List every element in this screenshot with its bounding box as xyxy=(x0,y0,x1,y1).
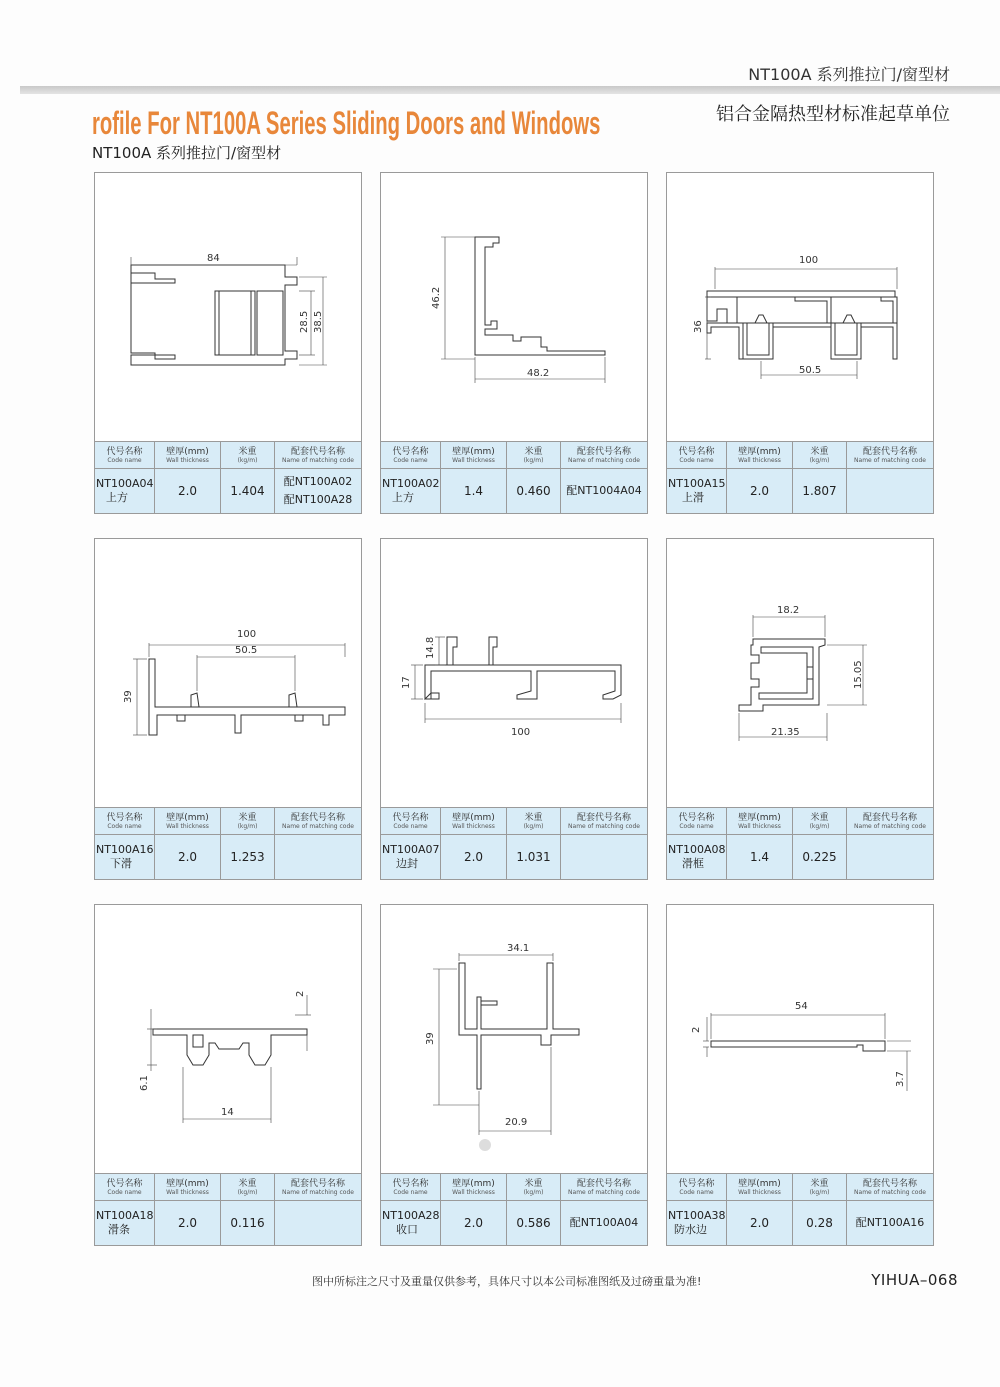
dim-label: 14.8 xyxy=(425,636,436,659)
dim-label: 21.35 xyxy=(771,727,800,738)
header-code-cn: 代号名称 xyxy=(678,1178,715,1189)
header-weight-en: (kg/m) xyxy=(523,822,544,830)
header-weight-en: (kg/m) xyxy=(523,456,544,464)
header-wall-en: Wall thickness xyxy=(166,822,209,830)
profile-code: NT100A15 xyxy=(668,477,726,490)
dim-label: 100 xyxy=(511,727,531,738)
profile-section-svg xyxy=(381,905,647,1175)
spec-table xyxy=(667,807,933,879)
profile-card xyxy=(94,172,362,514)
spec-table xyxy=(381,807,647,879)
spec-table-header xyxy=(95,808,361,835)
dim-label: 14 xyxy=(221,1107,234,1118)
header-code-en: Code name xyxy=(393,822,428,830)
page-number: YIHUA–068 xyxy=(871,1271,958,1289)
spec-table-header xyxy=(667,1174,933,1201)
weight-per-meter: 1.253 xyxy=(230,850,265,864)
header-weight-en: (kg/m) xyxy=(809,456,830,464)
profile-card xyxy=(666,538,934,880)
header-match-cn: 配套代号名称 xyxy=(576,812,631,823)
weight-per-meter: 1.031 xyxy=(516,850,551,864)
matching-code: 配NT100A28 xyxy=(283,493,353,506)
header-weight-en: (kg/m) xyxy=(237,822,258,830)
profile-section-svg xyxy=(667,905,933,1175)
wall-thickness: 1.4 xyxy=(463,484,484,498)
spec-table xyxy=(667,441,933,513)
profile-section-svg xyxy=(667,173,933,443)
dim-label: 2 xyxy=(691,1026,702,1033)
spec-table-header xyxy=(95,442,361,469)
header-code-cn: 代号名称 xyxy=(106,812,143,823)
dim-label: 84 xyxy=(207,253,220,264)
profile-drawing xyxy=(667,539,933,809)
header-match-cn: 配套代号名称 xyxy=(576,446,631,457)
header-weight-cn: 米重 xyxy=(238,1178,257,1189)
header-wall-en: Wall thickness xyxy=(738,822,781,830)
profile-drawing xyxy=(95,173,361,443)
profile-drawing xyxy=(95,539,361,809)
header-match-cn: 配套代号名称 xyxy=(576,1178,631,1189)
header-wall-en: Wall thickness xyxy=(166,1188,209,1196)
profile-card xyxy=(380,538,648,880)
weight-per-meter: 0.28 xyxy=(806,1216,833,1230)
weight-per-meter: 0.116 xyxy=(230,1216,265,1230)
profile-code: NT100A07 xyxy=(382,843,440,856)
dim-label: 100 xyxy=(799,255,819,266)
spec-table-header xyxy=(667,808,933,835)
spec-table-row xyxy=(667,469,933,513)
header-code-cn: 代号名称 xyxy=(106,446,143,457)
header-weight-en: (kg/m) xyxy=(237,456,258,464)
header-wall-cn: 壁厚(mm) xyxy=(738,1178,781,1189)
header-weight-cn: 米重 xyxy=(524,446,543,457)
spec-table-row xyxy=(381,1201,647,1245)
spec-table-row xyxy=(667,835,933,879)
wall-thickness: 2.0 xyxy=(177,1216,198,1230)
profile-name: 滑框 xyxy=(682,857,704,870)
header-weight-cn: 米重 xyxy=(810,446,829,457)
profile-code: NT100A02 xyxy=(382,477,440,490)
spec-table xyxy=(381,1173,647,1245)
header-match-en: Name of matching code xyxy=(282,822,354,830)
weight-per-meter: 0.225 xyxy=(802,850,837,864)
header-match-en: Name of matching code xyxy=(568,456,640,464)
profile-name: 边封 xyxy=(396,857,418,870)
header-wall-en: Wall thickness xyxy=(452,1188,495,1196)
profile-drawing xyxy=(667,905,933,1175)
header-match-en: Name of matching code xyxy=(568,1188,640,1196)
dim-label: 18.2 xyxy=(777,605,800,616)
profile-card xyxy=(94,904,362,1246)
dim-label: 17 xyxy=(401,676,412,689)
header-weight-cn: 米重 xyxy=(238,446,257,457)
profile-code: NT100A08 xyxy=(668,843,726,856)
dim-label: 50.5 xyxy=(799,365,822,376)
header-code-en: Code name xyxy=(679,1188,714,1196)
profile-name: 收口 xyxy=(396,1223,418,1236)
header-band xyxy=(20,86,1000,94)
dim-label: 3.7 xyxy=(895,1071,906,1087)
header-weight-en: (kg/m) xyxy=(809,1188,830,1196)
wall-thickness: 1.4 xyxy=(749,850,770,864)
header-weight-en: (kg/m) xyxy=(809,822,830,830)
profile-name: 上方 xyxy=(106,491,128,504)
matching-code: 配NT100A02 xyxy=(283,475,353,488)
header-code-en: Code name xyxy=(679,456,714,464)
profile-name: 下滑 xyxy=(110,857,132,870)
header-match-cn: 配套代号名称 xyxy=(862,812,917,823)
header-weight-cn: 米重 xyxy=(238,812,257,823)
page-subtitle: NT100A 系列推拉门/窗型材 xyxy=(92,144,282,162)
spec-table-row xyxy=(95,835,361,879)
dim-label: 15.05 xyxy=(853,660,864,689)
profile-card xyxy=(666,172,934,514)
dim-label: 20.9 xyxy=(505,1117,528,1128)
profile-card xyxy=(94,538,362,880)
profile-card xyxy=(666,904,934,1246)
spec-table-row xyxy=(381,835,647,879)
profile-section-svg xyxy=(381,173,647,443)
header-wall-cn: 壁厚(mm) xyxy=(738,446,781,457)
dim-label: 54 xyxy=(795,1001,808,1012)
header-wall-cn: 壁厚(mm) xyxy=(738,812,781,823)
dim-label: 46.2 xyxy=(431,286,442,309)
profile-code: NT100A28 xyxy=(382,1209,440,1222)
dim-label: 100 xyxy=(237,629,257,640)
header-match-cn: 配套代号名称 xyxy=(290,812,345,823)
header-code-cn: 代号名称 xyxy=(392,1178,429,1189)
page-title: rofile For NT100A Series Sliding Doors and Windows xyxy=(92,104,601,142)
profile-section-svg xyxy=(95,905,361,1175)
spec-table-header xyxy=(667,442,933,469)
dim-label: 2 xyxy=(295,990,306,997)
header-weight-cn: 米重 xyxy=(524,812,543,823)
spec-table xyxy=(95,807,361,879)
header-code-cn: 代号名称 xyxy=(678,812,715,823)
header-match-en: Name of matching code xyxy=(854,456,926,464)
profile-code: NT100A04 xyxy=(96,477,154,490)
header-match-cn: 配套代号名称 xyxy=(862,1178,917,1189)
profile-drawing xyxy=(381,173,647,443)
profile-drawing xyxy=(381,905,647,1175)
header-wall-cn: 壁厚(mm) xyxy=(166,446,209,457)
spec-table-row xyxy=(381,469,647,513)
spec-table xyxy=(95,441,361,513)
spec-table xyxy=(667,1173,933,1245)
header-wall-cn: 壁厚(mm) xyxy=(452,812,495,823)
header-weight-cn: 米重 xyxy=(810,1178,829,1189)
profile-section-svg xyxy=(95,173,361,443)
weight-per-meter: 0.460 xyxy=(516,484,551,498)
matching-code: 配NT100A16 xyxy=(855,1216,925,1229)
profile-card xyxy=(380,172,648,514)
dim-label: 28.5 xyxy=(299,310,310,333)
spec-table-header xyxy=(95,1174,361,1201)
header-wall-cn: 壁厚(mm) xyxy=(452,446,495,457)
header-code-en: Code name xyxy=(107,456,142,464)
profile-code: NT100A16 xyxy=(96,843,154,856)
header-wall-en: Wall thickness xyxy=(166,456,209,464)
header-wall-cn: 壁厚(mm) xyxy=(452,1178,495,1189)
header-code-en: Code name xyxy=(393,1188,428,1196)
spec-table xyxy=(381,441,647,513)
header-match-en: Name of matching code xyxy=(282,1188,354,1196)
dim-label: 34.1 xyxy=(507,943,530,954)
header-code-en: Code name xyxy=(107,822,142,830)
profile-drawing xyxy=(667,173,933,443)
weight-per-meter: 1.404 xyxy=(230,484,265,498)
matching-code: 配NT1004A04 xyxy=(566,484,642,497)
header-match-en: Name of matching code xyxy=(854,1188,926,1196)
profile-card xyxy=(380,904,648,1246)
spec-table-row xyxy=(95,1201,361,1245)
header-series-label: NT100A 系列推拉门/窗型材 xyxy=(748,65,950,84)
header-code-en: Code name xyxy=(679,822,714,830)
profile-section-svg xyxy=(95,539,361,809)
spec-table-header xyxy=(381,808,647,835)
matching-code: 配NT100A04 xyxy=(569,1216,639,1229)
header-weight-en: (kg/m) xyxy=(523,1188,544,1196)
header-wall-en: Wall thickness xyxy=(452,456,495,464)
wall-thickness: 2.0 xyxy=(749,484,770,498)
dim-label: 6.1 xyxy=(139,1075,150,1091)
header-wall-cn: 壁厚(mm) xyxy=(166,1178,209,1189)
profile-code: NT100A38 xyxy=(668,1209,726,1222)
header-match-en: Name of matching code xyxy=(854,822,926,830)
header-organization-label: 铝合金隔热型材标准起草单位 xyxy=(716,104,950,125)
dim-label: 36 xyxy=(693,320,704,333)
profile-section-svg xyxy=(381,539,647,809)
header-wall-cn: 壁厚(mm) xyxy=(166,812,209,823)
weight-per-meter: 1.807 xyxy=(802,484,837,498)
profile-name: 上滑 xyxy=(682,491,704,504)
wall-thickness: 2.0 xyxy=(463,1216,484,1230)
header-code-cn: 代号名称 xyxy=(678,446,715,457)
profile-drawing xyxy=(381,539,647,809)
dim-label: 38.5 xyxy=(313,310,324,333)
header-code-en: Code name xyxy=(393,456,428,464)
scan-blemish xyxy=(479,1139,491,1151)
profile-drawing xyxy=(95,905,361,1175)
header-match-en: Name of matching code xyxy=(568,822,640,830)
header-match-en: Name of matching code xyxy=(282,456,354,464)
spec-table-header xyxy=(381,1174,647,1201)
profile-name: 防水边 xyxy=(674,1223,707,1236)
header-weight-en: (kg/m) xyxy=(237,1188,258,1196)
wall-thickness: 2.0 xyxy=(463,850,484,864)
header-weight-cn: 米重 xyxy=(524,1178,543,1189)
header-code-en: Code name xyxy=(107,1188,142,1196)
spec-table-row xyxy=(95,469,361,513)
dim-label: 48.2 xyxy=(527,368,550,379)
profile-code: NT100A18 xyxy=(96,1209,154,1222)
header-code-cn: 代号名称 xyxy=(106,1178,143,1189)
header-weight-cn: 米重 xyxy=(810,812,829,823)
weight-per-meter: 0.586 xyxy=(516,1216,551,1230)
spec-table xyxy=(95,1173,361,1245)
header-match-cn: 配套代号名称 xyxy=(290,446,345,457)
profile-name: 上方 xyxy=(392,491,414,504)
wall-thickness: 2.0 xyxy=(749,1216,770,1230)
dim-label: 39 xyxy=(425,1032,436,1045)
dim-label: 50.5 xyxy=(235,645,258,656)
header-match-cn: 配套代号名称 xyxy=(862,446,917,457)
header-wall-en: Wall thickness xyxy=(738,456,781,464)
wall-thickness: 2.0 xyxy=(177,850,198,864)
wall-thickness: 2.0 xyxy=(177,484,198,498)
footer-disclaimer: 图中所标注之尺寸及重量仅供参考，具体尺寸以本公司标准图纸及过磅重量为准! xyxy=(312,1275,702,1288)
spec-table-row xyxy=(667,1201,933,1245)
header-wall-en: Wall thickness xyxy=(738,1188,781,1196)
profile-section-svg xyxy=(667,539,933,809)
header-code-cn: 代号名称 xyxy=(392,812,429,823)
header-match-cn: 配套代号名称 xyxy=(290,1178,345,1189)
header-code-cn: 代号名称 xyxy=(392,446,429,457)
dim-label: 39 xyxy=(123,690,134,703)
profile-name: 滑条 xyxy=(108,1223,130,1236)
header-wall-en: Wall thickness xyxy=(452,822,495,830)
spec-table-header xyxy=(381,442,647,469)
